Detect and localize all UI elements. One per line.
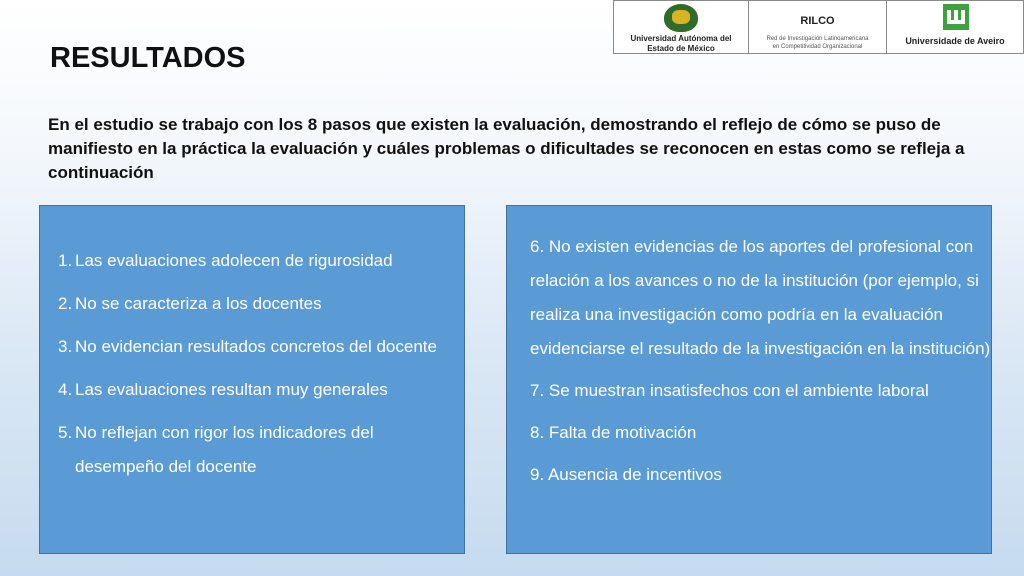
left-results-panel: [39, 205, 465, 554]
list-item: [58, 244, 448, 278]
item-text: Las evaluaciones adolecen de rigurosidad: [75, 251, 393, 270]
list-item: [58, 287, 448, 321]
list-item: 9. Ausencia de incentivos: [530, 465, 722, 484]
aveiro-mark-icon: [943, 4, 969, 30]
uaem-crest-icon: [664, 4, 698, 32]
item-text: No reflejan con rigor los indicadores del desempeño del docente: [75, 423, 374, 476]
list-item: 8. Falta de motivación: [530, 423, 697, 442]
rilco-subtitle: Red de Investigación Latinoamericana en Competitividad Organizacional: [766, 36, 869, 50]
intro-paragraph: En el estudio se trabajo con los 8 pasos que existen la evaluación, demostrando el reflejo de cómo se puso de manifiesto en la práctica la evaluación y cuáles problemas o dificultades se reconocen en estas como se refleja a continuación: [48, 115, 965, 182]
list-item: 6. No existen evidencias de los aportes del profesional con relación a los avances o no de la institución (por ejemplo, si realiza una investigación como podría en la evaluación evidenciarse el resultado de la investigación en la institución): [530, 237, 991, 358]
item-number: 2.: [58, 294, 73, 313]
item-number: 1.: [58, 251, 73, 270]
list-item: 7. Se muestran insatisfechos con el ambiente laboral: [530, 381, 929, 400]
list-item: [58, 373, 448, 407]
uaem-logo: [614, 1, 749, 53]
partner-logos-bar: [613, 0, 1024, 54]
page-title: RESULTADOS: [50, 42, 246, 74]
rilco-title: RILCO: [800, 15, 835, 27]
list-item: [58, 330, 448, 364]
aveiro-name: Universidade de Aveiro: [905, 36, 1005, 46]
right-results-panel: [506, 205, 992, 554]
aveiro-logo: [887, 1, 1023, 53]
item-number: 3.: [58, 337, 73, 356]
list-item: [58, 416, 448, 484]
item-text: No evidencian resultados concretos del docente: [75, 337, 437, 356]
item-text: Las evaluaciones resultan muy generales: [75, 380, 388, 399]
right-results-list: [530, 230, 1000, 500]
rilco-logo: [749, 1, 887, 53]
left-results-list: [58, 244, 448, 493]
item-number: 4.: [58, 380, 73, 399]
item-number: 5.: [58, 423, 73, 442]
item-text: No se caracteriza a los docentes: [75, 294, 322, 313]
uaem-name: Universidad Autónoma del Estado de México: [630, 34, 732, 53]
